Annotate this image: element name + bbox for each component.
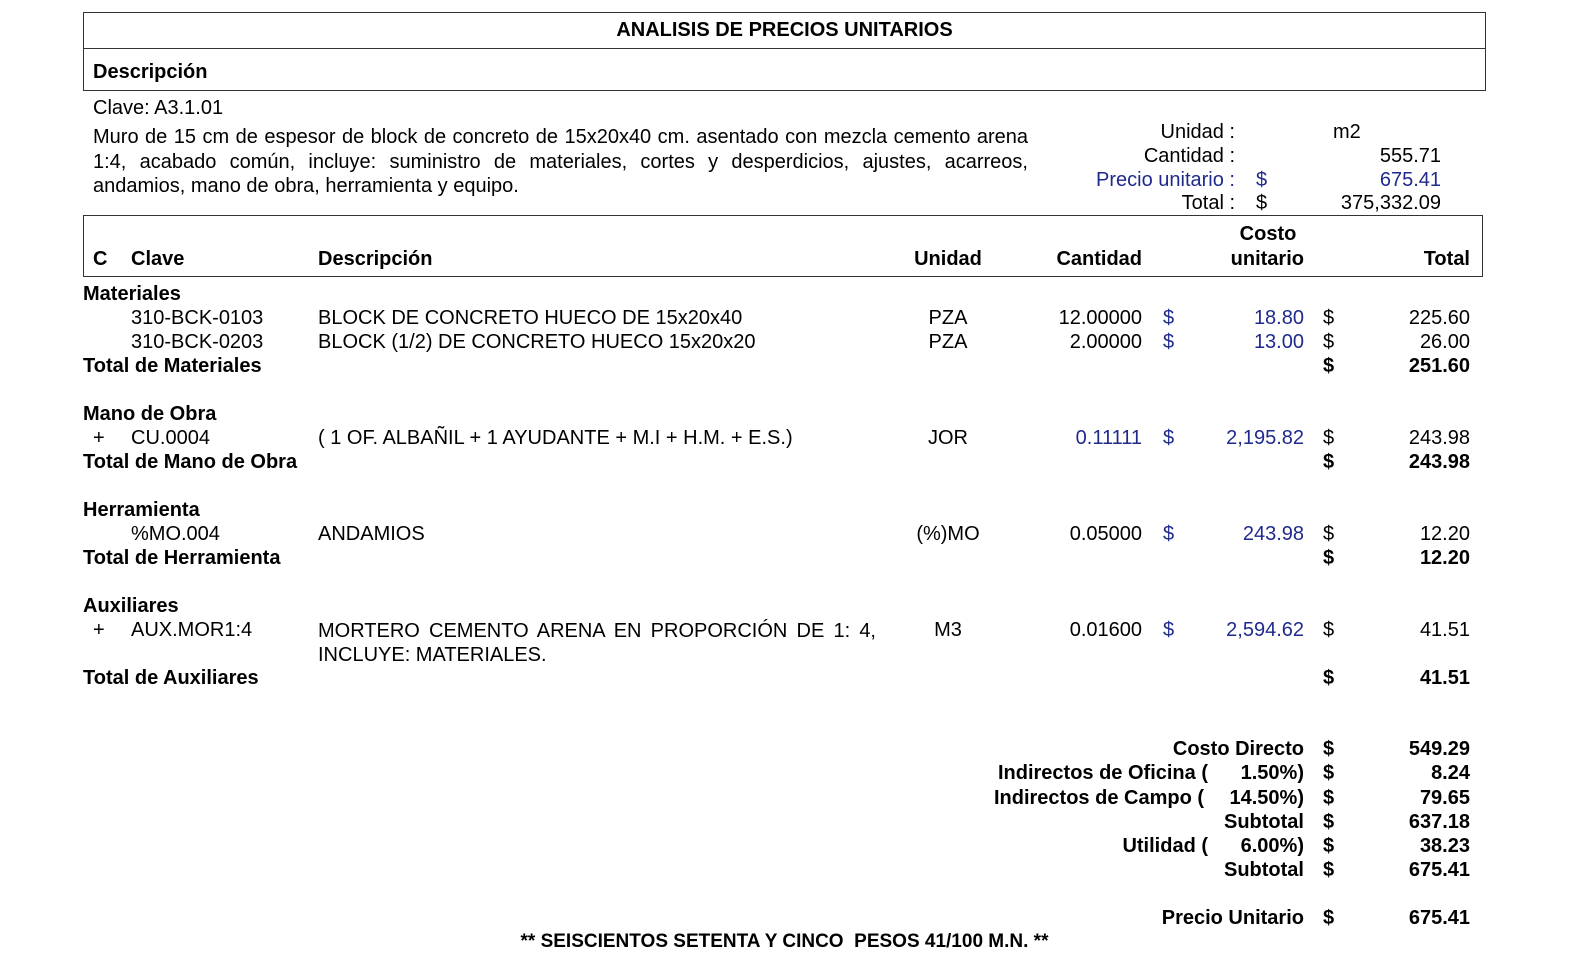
row-total-currency: $ <box>1323 427 1335 449</box>
row-descripcion: MORTERO CEMENTO ARENA EN PROPORCIÓN DE 1: 4, INCLUYE: MATERIALES. <box>318 620 876 666</box>
row-costo: 2,594.62 <box>1226 619 1304 641</box>
row-cantidad: 0.01600 <box>1069 619 1142 641</box>
summary-value: 549.29 <box>1408 738 1470 760</box>
section-total-currency-herramienta: $ <box>1323 547 1335 569</box>
row-costo: 13.00 <box>1253 331 1304 353</box>
row-marker: + <box>93 427 105 449</box>
row-costo: 18.80 <box>1253 307 1304 329</box>
precio-unitario-label: Precio unitario : <box>1096 169 1235 191</box>
total-value: 375,332.09 <box>1340 192 1441 214</box>
column-header-costo: Costo <box>1239 223 1297 245</box>
row-descripcion: ( 1 OF. ALBAÑIL + 1 AYUDANTE + M.I + H.M. + E.S.) <box>318 427 793 449</box>
summary-value: 8.24 <box>1431 762 1470 784</box>
cantidad-label: Cantidad : <box>1143 145 1235 167</box>
description-heading: Descripción <box>93 61 208 83</box>
summary-currency: $ <box>1323 811 1335 833</box>
row-costo-currency: $ <box>1163 307 1175 329</box>
section-title-mano-de-obra: Mano de Obra <box>83 403 217 425</box>
row-total-currency: $ <box>1323 331 1335 353</box>
row-descripcion: ANDAMIOS <box>318 523 425 545</box>
section-title-auxiliares: Auxiliares <box>83 595 179 617</box>
column-header-clave: Clave <box>131 248 185 270</box>
precio-unitario-currency: $ <box>1256 169 1268 191</box>
section-title-herramienta: Herramienta <box>83 499 200 521</box>
precio-unitario-final-value: 675.41 <box>1408 907 1470 929</box>
row-total: 243.98 <box>1408 427 1470 449</box>
section-total-value-mano-de-obra: 243.98 <box>1408 451 1470 473</box>
row-costo-currency: $ <box>1163 331 1175 353</box>
summary-label: Subtotal <box>1224 859 1304 881</box>
summary-currency: $ <box>1323 787 1335 809</box>
row-total: 225.60 <box>1408 307 1470 329</box>
row-unidad: M3 <box>934 619 962 641</box>
unidad-label: Unidad : <box>1160 121 1235 143</box>
summary-currency: $ <box>1323 762 1335 784</box>
section-total-value-auxiliares: 41.51 <box>1419 667 1470 689</box>
row-costo: 2,195.82 <box>1226 427 1304 449</box>
summary-value: 637.18 <box>1408 811 1470 833</box>
row-unidad: JOR <box>928 427 968 449</box>
row-total: 26.00 <box>1419 331 1470 353</box>
section-title-materiales: Materiales <box>83 283 181 305</box>
summary-label: Subtotal <box>1224 811 1304 833</box>
summary-percent: 1.50%) <box>1240 762 1304 784</box>
precio-unitario-final-label: Precio Unitario <box>1161 907 1304 929</box>
amount-in-words: ** SEISCIENTOS SETENTA Y CINCO PESOS 41/100 M.N. ** <box>520 931 1049 952</box>
row-descripcion: BLOCK (1/2) DE CONCRETO HUECO 15x20x20 <box>318 331 756 353</box>
row-costo-currency: $ <box>1163 427 1175 449</box>
section-total-currency-auxiliares: $ <box>1323 667 1335 689</box>
row-marker: + <box>93 619 105 641</box>
row-clave: AUX.MOR1:4 <box>131 619 253 641</box>
row-total-currency: $ <box>1323 307 1335 329</box>
precio-unitario-value: 675.41 <box>1379 169 1441 191</box>
row-costo-currency: $ <box>1163 523 1175 545</box>
section-total-label-materiales: Total de Materiales <box>83 355 262 377</box>
row-costo-currency: $ <box>1163 619 1175 641</box>
column-header-unidad: Unidad <box>914 248 982 270</box>
summary-label: Utilidad ( <box>1122 835 1208 857</box>
concept-description: Muro de 15 cm de espesor de block de concreto de 15x20x40 cm. asentado con mezcla cemento arena 1:4, acabado común, incluye: suministro de materiales, cortes y desperdicios, ajustes, acarreos, andamios, mano de obra, herramienta y equipo. <box>93 126 1028 197</box>
summary-value: 79.65 <box>1419 787 1470 809</box>
total-label: Total : <box>1181 192 1235 214</box>
row-unidad: PZA <box>928 331 968 353</box>
row-cantidad: 2.00000 <box>1069 331 1142 353</box>
column-header-cantidad: Cantidad <box>1056 248 1142 270</box>
precio-unitario-final-currency: $ <box>1323 907 1335 929</box>
unidad-value: m2 <box>1333 121 1361 143</box>
summary-currency: $ <box>1323 859 1335 881</box>
row-descripcion: BLOCK DE CONCRETO HUECO DE 15x20x40 <box>318 307 743 329</box>
concept-clave: Clave: A3.1.01 <box>93 97 224 119</box>
row-cantidad: 12.00000 <box>1058 307 1142 329</box>
summary-label: Indirectos de Campo ( <box>993 787 1204 809</box>
row-clave: 310-BCK-0103 <box>131 307 264 329</box>
summary-label: Costo Directo <box>1172 738 1304 760</box>
row-unidad: (%)MO <box>916 523 980 545</box>
description-header-box <box>83 48 1486 91</box>
row-total: 12.20 <box>1419 523 1470 545</box>
row-total-currency: $ <box>1323 619 1335 641</box>
summary-value: 675.41 <box>1408 859 1470 881</box>
section-total-value-materiales: 251.60 <box>1408 355 1470 377</box>
section-total-value-herramienta: 12.20 <box>1419 547 1470 569</box>
row-clave: 310-BCK-0203 <box>131 331 264 353</box>
row-clave: CU.0004 <box>131 427 210 449</box>
section-total-label-auxiliares: Total de Auxiliares <box>83 667 259 689</box>
summary-label: Indirectos de Oficina ( <box>997 762 1208 784</box>
column-header-unitario: unitario <box>1230 248 1304 270</box>
row-total: 41.51 <box>1419 619 1470 641</box>
section-total-label-mano-de-obra: Total de Mano de Obra <box>83 451 298 473</box>
document-title: ANALISIS DE PRECIOS UNITARIOS <box>616 19 953 41</box>
total-currency: $ <box>1256 192 1268 214</box>
cantidad-value: 555.71 <box>1379 145 1441 167</box>
summary-currency: $ <box>1323 835 1335 857</box>
section-total-label-herramienta: Total de Herramienta <box>83 547 281 569</box>
row-unidad: PZA <box>928 307 968 329</box>
row-cantidad: 0.05000 <box>1069 523 1142 545</box>
section-total-currency-materiales: $ <box>1323 355 1335 377</box>
row-cantidad: 0.11111 <box>1075 427 1142 449</box>
summary-percent: 6.00%) <box>1240 835 1304 857</box>
row-clave: %MO.004 <box>131 523 220 545</box>
column-header-c: C <box>93 248 108 270</box>
section-total-currency-mano-de-obra: $ <box>1323 451 1335 473</box>
summary-percent: 14.50%) <box>1229 787 1304 809</box>
summary-currency: $ <box>1323 738 1335 760</box>
column-header-total: Total <box>1423 248 1470 270</box>
summary-value: 38.23 <box>1419 835 1470 857</box>
column-header-descripcion: Descripción <box>318 248 433 270</box>
row-total-currency: $ <box>1323 523 1335 545</box>
row-costo: 243.98 <box>1242 523 1304 545</box>
